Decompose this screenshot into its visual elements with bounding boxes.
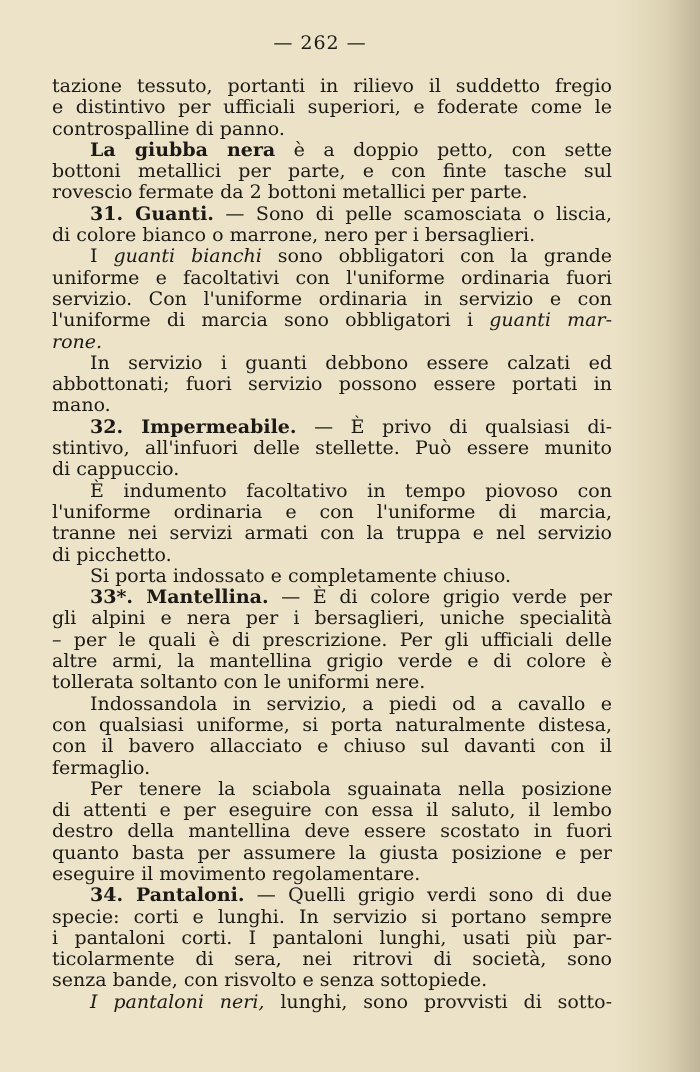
text-run: — È di colore grigio verde per	[268, 586, 612, 609]
text-line	[52, 694, 612, 715]
text-run: Si porta indossato e completamente chiuso.	[90, 564, 512, 587]
text-line	[52, 843, 612, 864]
text-run: controspalline di panno.	[52, 117, 285, 140]
text-line	[52, 395, 612, 416]
text-run: di cappuccio.	[52, 458, 180, 481]
text-run: è a doppio petto, con sette	[275, 138, 612, 161]
text-line	[52, 417, 612, 438]
text-line	[52, 608, 612, 629]
text-line	[52, 970, 612, 991]
text-line	[52, 353, 612, 374]
section-heading: 34. Pantaloni.	[90, 884, 245, 907]
text-line	[52, 438, 612, 459]
text-line	[52, 97, 612, 118]
text-run: servizio. Con l'uniforme ordinaria in servizio e con	[52, 287, 612, 310]
text-run: Indossandola in servizio, a piedi od a cavallo e	[90, 692, 612, 715]
text-line	[52, 481, 612, 502]
text-run: — Quelli grigio verdi sono di due	[244, 884, 612, 907]
text-line	[52, 76, 612, 97]
text-line	[52, 758, 612, 779]
text-line	[52, 182, 612, 203]
text-run: i pantaloni corti. I pantaloni lunghi, usati più par-	[52, 926, 612, 949]
text-line	[52, 736, 612, 757]
text-run: senza bande, con risvolto e senza sottopiede.	[52, 969, 488, 992]
text-run: – per le quali è di prescrizione. Per gli ufficiali delle	[52, 628, 612, 651]
text-line	[52, 992, 612, 1013]
text-run: ticolarmente di sera, nei ritrovi di società, sono	[52, 948, 612, 971]
text-line	[52, 630, 612, 651]
section-heading: 33*. Mantellina.	[90, 586, 269, 609]
text-line	[52, 587, 612, 608]
italic-text: guanti bianchi	[113, 245, 262, 268]
page-number: — 262 —	[273, 32, 367, 54]
text-run: mano.	[52, 394, 111, 417]
text-line	[52, 523, 612, 544]
text-line	[52, 161, 612, 182]
text-run: destro della mantellina deve essere scostato in fuori	[52, 820, 612, 843]
text-run: gli alpini e nera per i bersaglieri, uniche specialità	[52, 607, 612, 630]
section-heading: 31. Guanti.	[90, 202, 214, 225]
text-run: In servizio i guanti debbono essere calzati ed	[90, 351, 612, 374]
text-run: — È privo di qualsiasi di-	[296, 415, 612, 438]
text-line	[52, 907, 612, 928]
section-heading: 32. Impermeabile.	[90, 415, 297, 438]
text-line	[52, 502, 612, 523]
text-run: con qualsiasi uniforme, si porta naturalmente distesa,	[52, 713, 612, 736]
text-run: di colore bianco o marrone, nero per i bersaglieri.	[52, 224, 536, 247]
text-line	[52, 715, 612, 736]
text-line	[52, 779, 612, 800]
text-line	[52, 140, 612, 161]
text-run: fermaglio.	[52, 756, 151, 779]
text-line	[52, 821, 612, 842]
text-line	[52, 225, 612, 246]
text-run: È indumento facoltativo in tempo piovoso con	[90, 479, 612, 502]
text-line	[52, 268, 612, 289]
text-run: stintivo, all'infuori delle stellette. Può essere munito	[52, 437, 612, 460]
text-line	[52, 566, 612, 587]
italic-text: I pantaloni neri,	[90, 990, 265, 1013]
text-line	[52, 459, 612, 480]
text-line	[52, 204, 612, 225]
text-run: con il bavero allacciato e chiuso sul davanti con il	[52, 735, 612, 758]
text-run: l'uniforme ordinaria e con l'uniforme di marcia,	[52, 500, 612, 523]
text-run: tollerata soltanto con le uniformi nere.	[52, 671, 426, 694]
text-run: — Sono di pelle scamosciata o liscia,	[213, 202, 613, 225]
italic-text: rone.	[52, 330, 103, 353]
text-run: abbottonati; fuori servizio possono essere portati in	[52, 373, 612, 396]
text-run: Per tenere la sciabola sguainata nella posizione	[90, 777, 612, 800]
text-run: di attenti e per eseguire con essa il saluto, il lembo	[52, 799, 612, 822]
text-run: l'uniforme di marcia sono obbligatori i	[52, 309, 490, 332]
text-run: uniforme e facoltativi con l'uniforme ordinaria fuori	[52, 266, 612, 289]
text-line	[52, 864, 612, 885]
text-run: sono obbligatori con la grande	[261, 245, 612, 268]
text-line	[52, 545, 612, 566]
text-run: rovescio fermate da 2 bottoni metallici per parte.	[52, 181, 528, 204]
text-line	[52, 310, 612, 331]
text-run: specie: corti e lunghi. In servizio si portano sempre	[52, 905, 612, 928]
text-line	[52, 672, 612, 693]
body-text	[52, 76, 612, 1013]
text-line	[52, 374, 612, 395]
text-run: e distintivo per ufficiali superiori, e foderate come le	[52, 96, 612, 119]
text-line	[52, 928, 612, 949]
text-run: lunghi, sono provvisti di sotto-	[264, 990, 612, 1013]
text-line	[52, 885, 612, 906]
text-run: I	[90, 245, 114, 268]
text-run: tazione tessuto, portanti in rilievo il suddetto fregio	[52, 75, 612, 97]
text-run: eseguire il movimento regolamentare.	[52, 862, 421, 885]
text-line	[52, 246, 612, 267]
text-run: tranne nei servizi armati con la truppa e nel servizio	[52, 522, 612, 545]
text-line	[52, 651, 612, 672]
text-line	[52, 332, 612, 353]
text-run: bottoni metallici per parte, e con finte tasche sul	[52, 160, 612, 183]
text-run: altre armi, la mantellina grigio verde e di colore è	[52, 650, 612, 673]
text-line	[52, 289, 612, 310]
text-run: di picchetto.	[52, 543, 172, 566]
text-run: quanto basta per assumere la giusta posizione e per	[52, 841, 612, 864]
italic-text: guanti mar-	[489, 309, 613, 332]
text-line	[52, 949, 612, 970]
text-line	[52, 119, 612, 140]
text-line	[52, 800, 612, 821]
section-heading: La giubba nera	[90, 138, 276, 161]
